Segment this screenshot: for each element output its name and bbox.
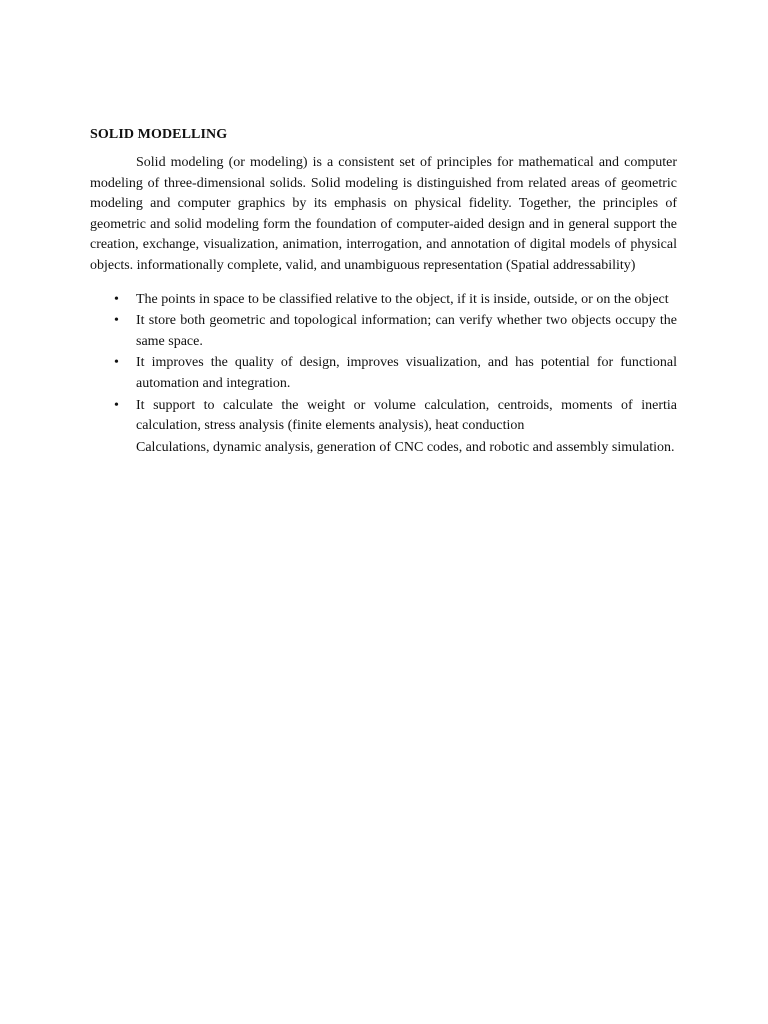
list-item-text: It improves the quality of design, improves visualization, and has potential for functional automation and integration. (136, 355, 677, 391)
list-item-text: It store both geometric and topological information; can verify whether two objects occupy the same space. (136, 313, 677, 349)
bullet-list (90, 290, 677, 457)
document-content (90, 126, 677, 457)
list-item (90, 353, 677, 394)
bullet-icon: • (114, 313, 119, 329)
bullet-icon: • (114, 355, 119, 371)
bullet-icon: • (114, 291, 119, 307)
list-item (90, 311, 677, 352)
intro-paragraph: Solid modeling (or modeling) is a consistent set of principles for mathematical and computer modeling of three-dimensional solids. Solid modeling is distinguished from related areas of geometric modeling and computer graphics by its emphasis on physical fidelity. Together, the principles of geometric and solid modeling form the foundation of computer-aided design and in general support the creation, exchange, visualization, animation, interrogation, and annotation of digital models of physical objects. informationally complete, valid, and unambiguous representation (Spatial addressability) (90, 155, 677, 273)
list-item-continuation: Calculations, dynamic analysis, generation of CNC codes, and robotic and assembly simulation. (136, 439, 675, 455)
list-item-text: It support to calculate the weight or volume calculation, centroids, moments of inertia calculation, stress analysis (finite elements analysis), heat conduction (136, 397, 677, 434)
section-heading: SOLID MODELLING (90, 127, 228, 142)
list-item (90, 290, 677, 311)
bullet-icon: • (114, 397, 119, 413)
list-item (90, 396, 677, 457)
list-item-text: The points in space to be classified relative to the object, if it is inside, outside, or on the object (136, 291, 669, 307)
